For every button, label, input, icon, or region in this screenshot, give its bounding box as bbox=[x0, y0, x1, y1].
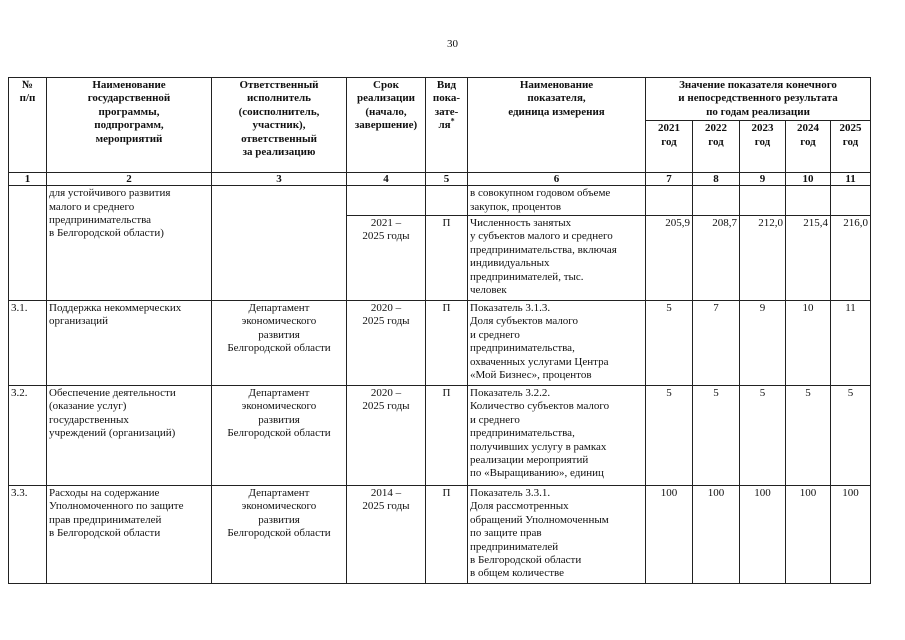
row-indicator-type: П bbox=[426, 216, 468, 301]
column-number: 1 bbox=[9, 173, 47, 186]
row-executor bbox=[212, 186, 347, 301]
header-year: 2022 год bbox=[693, 121, 740, 173]
row-indicator-type: П bbox=[426, 386, 468, 486]
header-year: 2023 год bbox=[740, 121, 786, 173]
column-number: 10 bbox=[786, 173, 831, 186]
header-footnote-mark: * bbox=[450, 116, 455, 126]
row-indicator-name: Показатель 3.2.2. Количество субъектов малого и среднего предпринимательства, получивших услугу в рамках реализации мероприятий по «Выращиванию», единиц bbox=[468, 386, 646, 486]
row-executor: Департамент экономического развития Белгородской области bbox=[212, 486, 347, 584]
column-number: 7 bbox=[646, 173, 693, 186]
row-value bbox=[786, 186, 831, 216]
header-year: 2024 год bbox=[786, 121, 831, 173]
row-indicator-name: Показатель 3.1.3. Доля субъектов малого и среднего предпринимательства, охваченных услугами Центра «Мой Бизнес», процентов bbox=[468, 301, 646, 386]
row-value: 5 bbox=[740, 386, 786, 486]
row-indicator-name: Численность занятых у субъектов малого и среднего предпринимательства, включая индивидуальных предпринимателей, тыс. человек bbox=[468, 216, 646, 301]
table-row bbox=[9, 386, 871, 486]
column-number: 3 bbox=[212, 173, 347, 186]
row-indicator-name: Показатель 3.3.1. Доля рассмотренных обращений Уполномоченным по защите прав предпринимателей в Белгородской области в общем количестве bbox=[468, 486, 646, 584]
column-number: 4 bbox=[347, 173, 426, 186]
row-indicator-type: П bbox=[426, 301, 468, 386]
column-number: 11 bbox=[831, 173, 871, 186]
row-value: 100 bbox=[786, 486, 831, 584]
row-program-name: Поддержка некоммерческих организаций bbox=[47, 301, 212, 386]
row-program-name: Расходы на содержание Уполномоченного по защите прав предпринимателей в Белгородской области bbox=[47, 486, 212, 584]
indicators-table bbox=[8, 77, 871, 584]
row-indicator-type: П bbox=[426, 486, 468, 584]
row-value bbox=[646, 186, 693, 216]
row-num: 3.1. bbox=[9, 301, 47, 386]
row-executor: Департамент экономического развития Белгородской области bbox=[212, 386, 347, 486]
row-value: 205,9 bbox=[646, 216, 693, 301]
row-period: 2020 – 2025 годы bbox=[347, 301, 426, 386]
row-value: 100 bbox=[740, 486, 786, 584]
row-period: 2020 – 2025 годы bbox=[347, 386, 426, 486]
header-indicator-type-label: Вид пока- зате- ля bbox=[432, 79, 461, 132]
column-number: 9 bbox=[740, 173, 786, 186]
row-value: 5 bbox=[786, 386, 831, 486]
row-value: 11 bbox=[831, 301, 871, 386]
column-number: 6 bbox=[468, 173, 646, 186]
row-period: 2014 – 2025 годы bbox=[347, 486, 426, 584]
row-value bbox=[831, 186, 871, 216]
row-period bbox=[347, 186, 426, 216]
table-row bbox=[9, 186, 871, 216]
row-num: 3.3. bbox=[9, 486, 47, 584]
table-row bbox=[9, 301, 871, 386]
header-year: 2025 год bbox=[831, 121, 871, 173]
header-year: 2021 год bbox=[646, 121, 693, 173]
row-value: 212,0 bbox=[740, 216, 786, 301]
row-value: 7 bbox=[693, 301, 740, 386]
page-number: 30 bbox=[447, 38, 458, 50]
row-value: 5 bbox=[693, 386, 740, 486]
row-indicator-type bbox=[426, 186, 468, 216]
row-program-name: для устойчивого развития малого и среднего предпринимательства в Белгородской области) bbox=[47, 186, 212, 301]
header-indicator-name: Наименование показателя, единица измерения bbox=[468, 78, 646, 173]
row-executor: Департамент экономического развития Белгородской области bbox=[212, 301, 347, 386]
column-numbers-row bbox=[9, 173, 871, 186]
row-value: 100 bbox=[831, 486, 871, 584]
header-values-group: Значение показателя конечного и непосредственного результата по годам реализации bbox=[646, 78, 871, 121]
row-value: 100 bbox=[646, 486, 693, 584]
row-period: 2021 – 2025 годы bbox=[347, 216, 426, 301]
column-number: 2 bbox=[47, 173, 212, 186]
row-value: 5 bbox=[646, 386, 693, 486]
row-value: 208,7 bbox=[693, 216, 740, 301]
header-num: № п/п bbox=[9, 78, 47, 173]
row-indicator-name: в совокупном годовом объеме закупок, процентов bbox=[468, 186, 646, 216]
row-num bbox=[9, 186, 47, 301]
row-program-name: Обеспечение деятельности (оказание услуг) государственных учреждений (организаций) bbox=[47, 386, 212, 486]
row-value: 215,4 bbox=[786, 216, 831, 301]
header-period: Срок реализации (начало, завершение) bbox=[347, 78, 426, 173]
row-value: 5 bbox=[646, 301, 693, 386]
row-value bbox=[693, 186, 740, 216]
row-value: 9 bbox=[740, 301, 786, 386]
row-num: 3.2. bbox=[9, 386, 47, 486]
column-number: 8 bbox=[693, 173, 740, 186]
row-value: 216,0 bbox=[831, 216, 871, 301]
header-indicator-type bbox=[426, 78, 468, 173]
row-value: 10 bbox=[786, 301, 831, 386]
header-executor: Ответственный исполнитель (соисполнитель, участник), ответственный за реализацию bbox=[212, 78, 347, 173]
header-program-name: Наименование государственной программы, подпрограмм, мероприятий bbox=[47, 78, 212, 173]
table-row bbox=[9, 486, 871, 584]
column-number: 5 bbox=[426, 173, 468, 186]
row-value: 5 bbox=[831, 386, 871, 486]
row-value bbox=[740, 186, 786, 216]
row-value: 100 bbox=[693, 486, 740, 584]
